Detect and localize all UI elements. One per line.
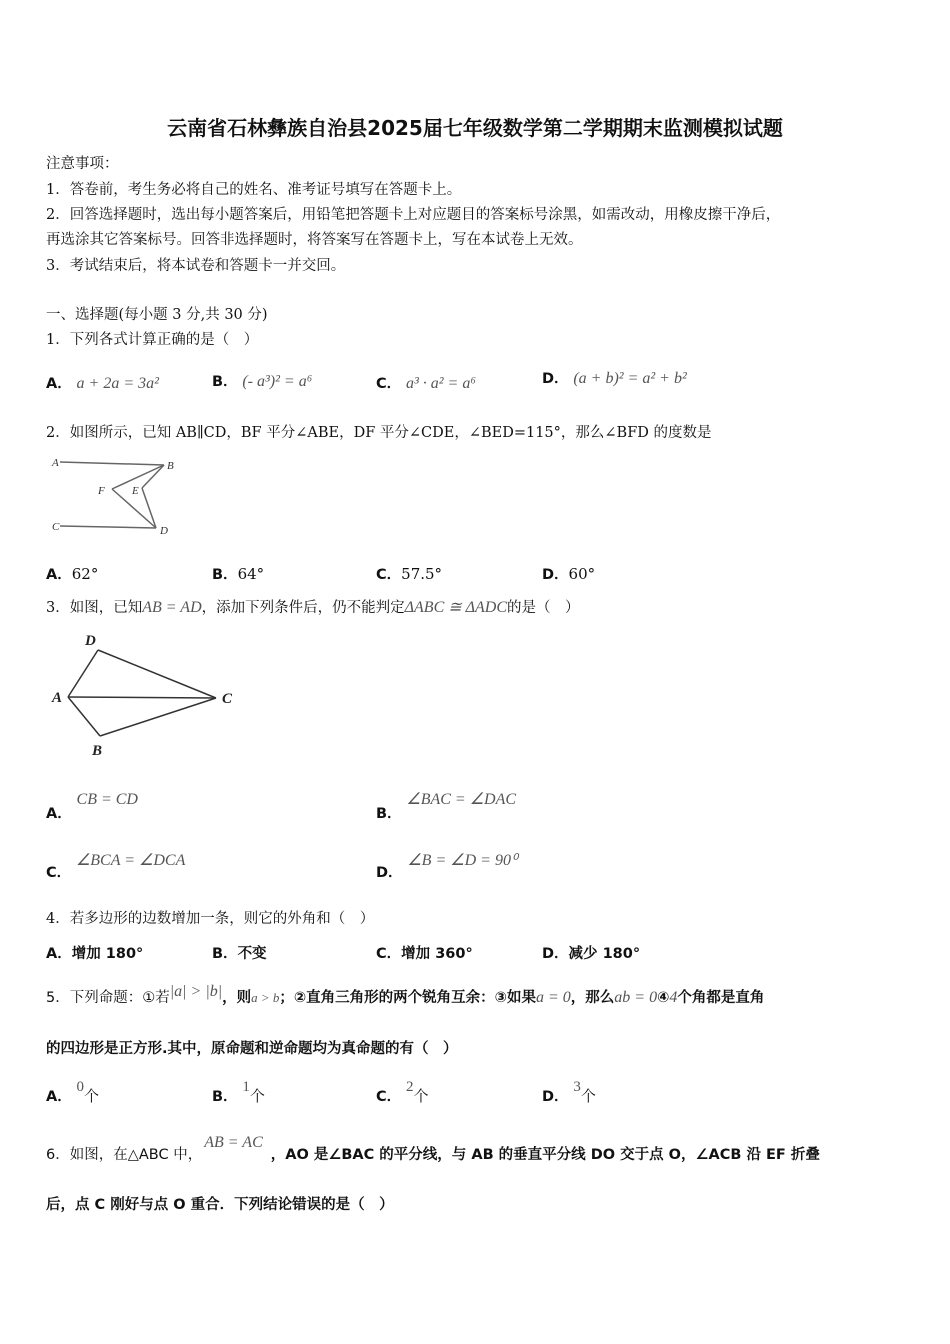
q2-option-a-label: A． <box>46 567 72 583</box>
q2-point-c: C <box>52 521 60 533</box>
q4-option-d-label: D． <box>542 946 569 962</box>
q6-s1: 6．如图，在△ABC 中， <box>46 1147 203 1163</box>
q5-option-d-label: D． <box>542 1089 569 1105</box>
q1-option-b[interactable] <box>212 370 312 391</box>
q2-line-cd <box>60 526 156 528</box>
q5-option-d-num: 3 <box>573 1079 581 1095</box>
q1-stem: 1．下列各式计算正确的是（ ） <box>46 332 259 348</box>
q3-option-b[interactable] <box>376 791 517 823</box>
section-heading: 一、选择题(每小题 3 分,共 30 分) <box>46 307 268 323</box>
q5-option-a[interactable] <box>46 1079 100 1106</box>
q2-point-f: F <box>98 485 105 497</box>
q4-option-c-label: C． <box>376 946 402 962</box>
notice-item-2-cont: 再选涂其它答案标号。回答非选择题时，将答案写在答题卡上，写在本试卷上无效。 <box>46 232 583 248</box>
q3-option-d-math: ∠B = ∠D = 90⁰ <box>407 852 518 869</box>
q3-option-c-label: C． <box>46 865 72 881</box>
q4-option-a-text: 增加 180° <box>71 946 144 962</box>
q1-option-a-math: a + 2a = 3a² <box>76 375 159 392</box>
q1-option-a[interactable] <box>46 372 159 393</box>
q5-line-2: 的四边形是正方形.其中，原命题和逆命题均为真命题的有（ ） <box>46 1041 458 1057</box>
page-title: 云南省石林彝族自治县2025届七年级数学第二学期期末监测模拟试题 <box>167 116 783 140</box>
q3-line-ad <box>68 650 98 697</box>
q6-s2: ，AO 是∠BAC 的平分线，与 AB 的垂直平分线 DO 交于点 O，∠ACB 沿 EF 折叠 <box>270 1147 820 1163</box>
q1-option-c[interactable] <box>376 372 476 393</box>
q5-s4: ，那么 <box>570 990 615 1006</box>
q5-option-a-label: A． <box>46 1089 72 1105</box>
q1-option-d[interactable] <box>542 367 687 388</box>
q2-option-d-text: 60° <box>568 565 596 583</box>
q5-option-a-num: 0 <box>76 1079 85 1095</box>
q3-figure <box>46 628 246 760</box>
q5-stem <box>46 983 765 1007</box>
q1-option-b-label: B． <box>212 374 238 390</box>
q4-option-d[interactable] <box>542 942 640 963</box>
q5-m4: ab = 0 <box>614 989 658 1006</box>
q4-option-b-label: B． <box>212 946 238 962</box>
q2-line-be <box>142 465 164 488</box>
q2-point-b: B <box>167 460 174 472</box>
q5-option-d-unit: 个 <box>580 1087 596 1105</box>
notice-item-1: 1．答卷前，考生务必将自己的姓名、准考证号填写在答题卡上。 <box>46 182 462 198</box>
q3-option-a-math: CB = CD <box>76 791 138 808</box>
q1-option-d-math: (a + b)² = a² + b² <box>573 370 687 387</box>
q2-option-a[interactable] <box>46 563 98 584</box>
q3-option-a-label: A． <box>46 806 72 822</box>
q2-option-c-text: 57.5° <box>401 565 443 583</box>
q3-option-a[interactable] <box>46 791 138 823</box>
q3-stem-mid: ，添加下列条件后，仍不能判定 <box>201 600 405 616</box>
q5-option-b-label: B． <box>212 1089 238 1105</box>
q3-option-d[interactable] <box>376 852 518 882</box>
q3-stem-math-2: ΔABC ≅ ΔADC <box>404 599 508 616</box>
q5-option-c-num: 2 <box>405 1079 414 1095</box>
q4-option-d-text: 减少 180° <box>568 946 641 962</box>
q3-option-c[interactable] <box>46 852 186 882</box>
q6-stem <box>46 1134 820 1164</box>
q1-option-c-math: a³ · a² = a⁶ <box>405 375 476 392</box>
q3-option-c-math: ∠BCA = ∠DCA <box>75 852 186 869</box>
q2-figure <box>46 448 186 548</box>
q5-s3: ；②直角三角形的两个锐角互余：③如果 <box>279 990 536 1006</box>
notice-item-3: 3．考试结束后，将本试卷和答题卡一并交回。 <box>46 258 346 274</box>
q5-option-a-unit: 个 <box>84 1087 100 1105</box>
q2-option-b-label: B． <box>212 567 238 583</box>
q3-line-ac <box>68 697 216 698</box>
q4-option-c[interactable] <box>376 942 473 963</box>
q1-option-b-math: (- a³)² = a⁶ <box>242 373 313 390</box>
q2-point-e: E <box>132 485 139 497</box>
q1-option-c-label: C． <box>376 376 402 392</box>
notice-item-2: 2．回答选择题时，选出每小题答案后，用铅笔把答题卡上对应题目的答案标号涂黑，如需改动，用橡皮擦干净后， <box>46 207 781 223</box>
q1-option-a-label: A． <box>46 376 72 392</box>
q3-stem <box>46 596 580 617</box>
q2-point-a: A <box>52 457 59 469</box>
q5-m1: |a| > |b| <box>169 983 223 1000</box>
q5-option-b[interactable] <box>212 1079 265 1106</box>
q2-stem: 2．如图所示，已知 AB∥CD，BF 平分∠ABE，DF 平分∠CDE，∠BED=115°，那么∠BFD 的度数是 <box>46 425 712 441</box>
q3-stem-post: 的是（ ） <box>507 600 580 616</box>
q5-m5: 4 <box>669 989 678 1006</box>
q3-point-a: A <box>52 690 63 706</box>
q5-option-c-unit: 个 <box>413 1087 429 1105</box>
q5-s1: 5．下列命题：①若 <box>46 990 170 1006</box>
q3-line-dc <box>98 650 216 698</box>
q2-option-d[interactable] <box>542 563 595 584</box>
q2-option-c[interactable] <box>376 563 442 584</box>
q3-point-b: B <box>92 743 103 759</box>
q4-option-a-label: A． <box>46 946 72 962</box>
q3-stem-math-1: AB = AD <box>142 599 202 616</box>
q5-s6: 个角都是直角 <box>677 990 765 1006</box>
q3-option-b-math: ∠BAC = ∠DAC <box>406 791 517 808</box>
q5-option-d[interactable] <box>542 1079 596 1106</box>
q4-option-b-text: 不变 <box>237 946 267 962</box>
q5-s2: ，则 <box>222 990 252 1006</box>
q3-stem-pre: 3．如图，已知 <box>46 600 143 616</box>
q2-line-ab <box>60 462 164 465</box>
q5-m2: a > b <box>251 990 280 1005</box>
q3-point-c: C <box>222 691 233 707</box>
q5-option-c[interactable] <box>376 1079 429 1106</box>
q5-option-b-unit: 个 <box>249 1087 265 1105</box>
q3-line-bc <box>100 698 216 736</box>
q5-m3: a = 0 <box>535 989 571 1006</box>
q4-option-a[interactable] <box>46 942 143 963</box>
q6-line-2: 后，点 C 刚好与点 O 重合．下列结论错误的是（ ） <box>46 1197 394 1213</box>
q3-point-d: D <box>85 633 96 649</box>
q5-option-b-num: 1 <box>242 1079 250 1095</box>
q3-option-b-label: B． <box>376 806 402 822</box>
q4-option-c-text: 增加 360° <box>401 946 473 962</box>
q2-point-d: D <box>160 525 168 537</box>
q3-option-d-label: D． <box>376 865 403 881</box>
q5-s5: ④ <box>657 990 670 1006</box>
q2-option-b[interactable] <box>212 563 264 584</box>
notice-heading: 注意事项： <box>46 156 119 172</box>
q2-option-d-label: D． <box>542 567 569 583</box>
q1-option-d-label: D． <box>542 371 569 387</box>
q2-option-c-label: C． <box>376 567 402 583</box>
q4-stem: 4．若多边形的边数增加一条，则它的外角和（ ） <box>46 911 375 927</box>
q2-option-a-text: 62° <box>71 565 99 583</box>
q5-option-c-label: C． <box>376 1089 402 1105</box>
q6-m1: AB = AC <box>204 1134 263 1151</box>
q2-option-b-text: 64° <box>237 565 265 583</box>
q4-option-b[interactable] <box>212 942 267 963</box>
q3-line-ab <box>68 697 100 736</box>
